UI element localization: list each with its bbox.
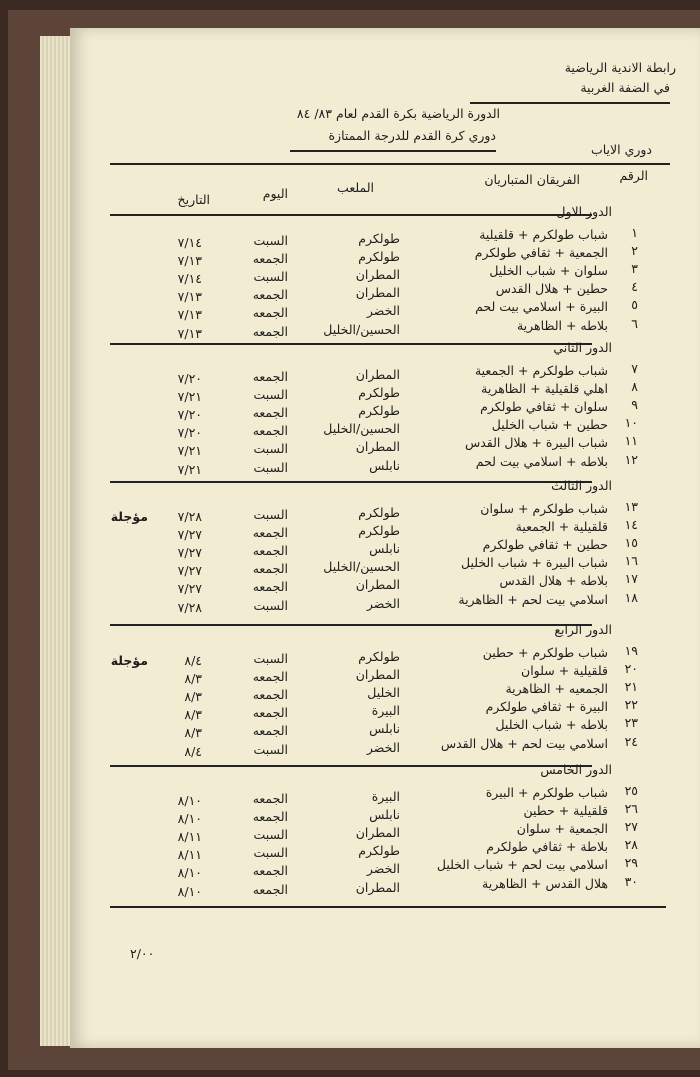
match-venue: الحسين/الخليل xyxy=(323,321,400,337)
match-date: ٧/٢١ xyxy=(177,461,202,477)
match-day: السبت xyxy=(253,845,288,861)
match-number: ٢ xyxy=(631,243,638,259)
match-day: السبت xyxy=(253,387,288,403)
match-teams: الجمعية + ثقافي طولكرم xyxy=(474,245,608,261)
match-venue: نابلس xyxy=(369,807,400,823)
match-teams: سلوان + ثقافي طولكرم xyxy=(480,399,608,415)
match-venue: الخليل xyxy=(367,685,400,701)
match-teams: حطين + ثقافي طولكرم xyxy=(482,537,608,553)
match-day: الجمعه xyxy=(252,579,288,595)
match-day: السبت xyxy=(253,459,288,475)
match-day: الجمعه xyxy=(252,809,288,825)
match-teams: شباب طولكرم + حطين xyxy=(482,645,608,660)
match-number: ١١ xyxy=(624,433,638,449)
match-date: ٧/٢٧ xyxy=(177,563,202,579)
title-line2: دوري كرة القدم للدرجة الممتازة xyxy=(328,128,496,143)
match-day: الجمعه xyxy=(252,543,288,559)
match-number: ٣ xyxy=(631,261,638,277)
match-date: ٧/٢٧ xyxy=(177,545,202,561)
round-divider xyxy=(110,765,592,767)
match-teams: شباب البيرة + شباب الخليل xyxy=(460,555,608,571)
match-venue: طولكرم xyxy=(358,523,400,539)
match-date: ٨/١٠ xyxy=(177,793,202,808)
match-number: ١٩ xyxy=(624,643,638,658)
match-number: ١ xyxy=(631,225,638,240)
round-divider xyxy=(110,481,592,483)
round-title: الدور الرابع xyxy=(554,622,612,637)
match-venue: المطران xyxy=(355,879,400,895)
match-teams: الجمعية + سلوان xyxy=(516,821,608,837)
match-venue: الخضر xyxy=(366,739,400,755)
match-number: ٢٨ xyxy=(624,837,638,853)
match-venue: نابلس xyxy=(369,541,400,557)
match-date: ٨/٤ xyxy=(184,653,202,668)
match-number: ٣٠ xyxy=(624,873,638,889)
match-date: ٧/١٤ xyxy=(177,271,202,287)
col-teams-header: الفريقان المتباريان xyxy=(484,172,580,187)
match-venue: طولكرم xyxy=(358,249,400,265)
match-teams: البيرة + ثقافي طولكرم xyxy=(485,699,608,715)
match-number: ١٢ xyxy=(624,451,638,467)
match-number: ٢٧ xyxy=(624,819,638,835)
match-date: ٧/٢٠ xyxy=(177,407,202,423)
match-number: ١٧ xyxy=(624,571,638,587)
match-date: ٧/٢٠ xyxy=(177,425,202,441)
match-date: ٨/١١ xyxy=(177,847,202,863)
match-date: ٧/٢٨ xyxy=(177,509,202,524)
page-number: ٢/٠٠ xyxy=(130,946,155,961)
match-date: ٧/٢٠ xyxy=(177,371,202,386)
round-title: الدور الثاني xyxy=(553,340,612,355)
match-teams: شباب البيرة + هلال القدس xyxy=(464,435,608,451)
match-date: ٧/١٣ xyxy=(177,307,202,323)
match-date: ٧/١٣ xyxy=(177,253,202,269)
match-day: السبت xyxy=(253,827,288,843)
match-venue: نابلس xyxy=(369,721,400,737)
match-number: ٢٤ xyxy=(624,733,638,749)
match-venue: المطران xyxy=(355,285,400,301)
match-venue: المطران xyxy=(355,439,400,455)
match-number: ١٠ xyxy=(624,415,638,431)
match-number: ٦ xyxy=(631,315,638,331)
match-number: ٤ xyxy=(631,279,638,295)
match-teams: شباب طولكرم + قلقيلية xyxy=(479,227,608,242)
match-number: ١٦ xyxy=(624,553,638,569)
match-date: ٧/٢١ xyxy=(177,443,202,459)
match-number: ١٥ xyxy=(624,535,638,551)
match-day: الجمعه xyxy=(252,669,288,685)
league-underline xyxy=(110,163,670,165)
match-venue: الخضر xyxy=(366,861,400,877)
match-venue: طولكرم xyxy=(358,505,400,520)
match-day: الجمعه xyxy=(252,405,288,421)
match-number: ٢١ xyxy=(624,679,638,695)
match-venue: الخضر xyxy=(366,595,400,611)
match-number: ٩ xyxy=(631,397,638,413)
match-teams: سلوان + شباب الخليل xyxy=(489,263,608,279)
match-teams: بلاطه + شباب الخليل xyxy=(495,717,608,733)
match-day: الجمعه xyxy=(252,251,288,267)
match-venue: الحسين/الخليل xyxy=(323,421,400,437)
match-day: السبت xyxy=(253,741,288,757)
match-note: مؤجلة xyxy=(110,509,148,524)
league-name: دوري الاياب xyxy=(590,142,652,157)
match-date: ٨/٣ xyxy=(184,671,202,687)
match-venue: المطران xyxy=(355,267,400,283)
match-number: ١٣ xyxy=(624,499,638,514)
match-day: الجمعه xyxy=(252,791,288,806)
match-venue: طولكرم xyxy=(358,843,400,859)
col-venue-header: الملعب xyxy=(337,180,374,195)
match-venue: طولكرم xyxy=(358,385,400,401)
match-venue: طولكرم xyxy=(358,649,400,664)
match-teams: اسلامي بيت لحم + هلال القدس xyxy=(440,735,608,751)
match-date: ٧/١٣ xyxy=(177,289,202,305)
match-day: السبت xyxy=(253,651,288,666)
match-date: ٧/٢٧ xyxy=(177,527,202,543)
match-number: ٢٥ xyxy=(624,783,638,798)
match-teams: بلاطه + الظاهرية xyxy=(516,317,608,333)
match-day: السبت xyxy=(253,269,288,285)
match-day: الجمعه xyxy=(252,323,288,339)
round-title: الدور الثالث xyxy=(551,478,612,493)
match-teams: شباب طولكرم + سلوان xyxy=(480,501,608,516)
org-name-line2: في الضفة الغربية xyxy=(580,80,670,95)
title-underline xyxy=(290,150,496,152)
match-note: مؤجلة xyxy=(110,653,148,668)
match-date: ٧/١٣ xyxy=(177,325,202,341)
match-venue: الحسين/الخليل xyxy=(323,559,400,575)
match-day: السبت xyxy=(253,597,288,613)
match-number: ٨ xyxy=(631,379,638,395)
round-divider xyxy=(110,624,592,626)
match-teams: حطين + هلال القدس xyxy=(495,281,608,297)
match-teams: بلاطة + ثقافي طولكرم xyxy=(486,839,608,855)
match-number: ٢٩ xyxy=(624,855,638,871)
match-venue: نابلس xyxy=(369,457,400,473)
round-title: الدور الخامس xyxy=(540,762,612,777)
match-day: الجمعه xyxy=(252,561,288,577)
match-number: ٥ xyxy=(631,297,638,313)
match-date: ٧/٢٨ xyxy=(177,599,202,615)
match-day: الجمعه xyxy=(252,723,288,739)
match-date: ٨/٣ xyxy=(184,689,202,705)
round-divider xyxy=(110,214,592,216)
match-number: ١٨ xyxy=(624,589,638,605)
match-teams: قلقيلية + الجمعية xyxy=(515,519,608,535)
match-day: الجمعه xyxy=(252,687,288,703)
col-day-header: اليوم xyxy=(262,186,288,201)
match-date: ٨/١١ xyxy=(177,829,202,845)
match-teams: بلاطه + هلال القدس xyxy=(499,573,608,589)
title-line1: الدورة الرياضية بكرة القدم لعام ٨٣/ ٨٤ xyxy=(296,106,500,121)
match-date: ٨/١٠ xyxy=(177,883,202,899)
match-date: ٨/٤ xyxy=(184,743,202,759)
match-teams: قلقيلية + حطين xyxy=(523,803,608,819)
match-date: ٨/٣ xyxy=(184,725,202,741)
match-day: الجمعه xyxy=(252,423,288,439)
match-venue: البيرة xyxy=(371,789,400,804)
match-venue: البيرة xyxy=(371,703,400,719)
match-venue: طولكرم xyxy=(358,231,400,246)
table-bottom-rule xyxy=(110,906,666,908)
match-date: ٨/١٠ xyxy=(177,865,202,881)
match-day: الجمعه xyxy=(252,881,288,897)
match-day: الجمعه xyxy=(252,305,288,321)
match-number: ٧ xyxy=(631,361,638,376)
match-number: ٢٦ xyxy=(624,801,638,817)
match-teams: اسلامي بيت لحم + شباب الخليل xyxy=(436,857,608,873)
match-venue: المطران xyxy=(355,577,400,593)
match-teams: هلال القدس + الظاهرية xyxy=(482,875,608,891)
match-date: ٨/٣ xyxy=(184,707,202,723)
match-venue: المطران xyxy=(355,825,400,841)
match-day: الجمعه xyxy=(252,525,288,541)
match-teams: حطين + شباب الخليل xyxy=(491,417,608,433)
match-teams: شباب طولكرم + البيرة xyxy=(485,785,608,800)
col-num-header: الرقم xyxy=(619,168,648,183)
org-name-line1: رابطة الاندية الرياضية xyxy=(564,60,676,75)
match-teams: بلاطه + اسلامي بيت لحم xyxy=(475,453,608,469)
match-date: ٧/٢٧ xyxy=(177,581,202,597)
match-number: ٢٢ xyxy=(624,697,638,713)
match-teams: شباب طولكرم + الجمعية xyxy=(474,363,608,378)
match-venue: الخضر xyxy=(366,303,400,319)
match-date: ٨/١٠ xyxy=(177,811,202,827)
match-venue: المطران xyxy=(355,667,400,683)
round-divider xyxy=(110,343,592,345)
match-date: ٧/٢١ xyxy=(177,389,202,405)
match-venue: المطران xyxy=(355,367,400,382)
header-underline xyxy=(470,102,670,104)
match-number: ١٤ xyxy=(624,517,638,533)
match-day: الجمعه xyxy=(252,369,288,384)
match-number: ٢٣ xyxy=(624,715,638,731)
match-day: السبت xyxy=(253,507,288,522)
match-day: الجمعه xyxy=(252,705,288,721)
match-teams: الجمعيه + الظاهرية xyxy=(505,681,608,697)
match-day: السبت xyxy=(253,441,288,457)
round-title: الدور الاول xyxy=(556,204,612,219)
match-venue: طولكرم xyxy=(358,403,400,419)
match-day: السبت xyxy=(253,233,288,248)
match-teams: اهلي قلقيلية + الظاهرية xyxy=(481,381,608,397)
match-date: ٧/١٤ xyxy=(177,235,202,250)
match-number: ٢٠ xyxy=(624,661,638,677)
match-day: الجمعه xyxy=(252,863,288,879)
match-day: الجمعه xyxy=(252,287,288,303)
match-teams: البيرة + اسلامي بيت لحم xyxy=(475,299,608,315)
match-teams: اسلامي بيت لحم + الظاهرية xyxy=(458,591,608,607)
match-teams: قلقيلية + سلوان xyxy=(521,663,608,679)
col-date-header: التاريخ xyxy=(177,192,210,207)
